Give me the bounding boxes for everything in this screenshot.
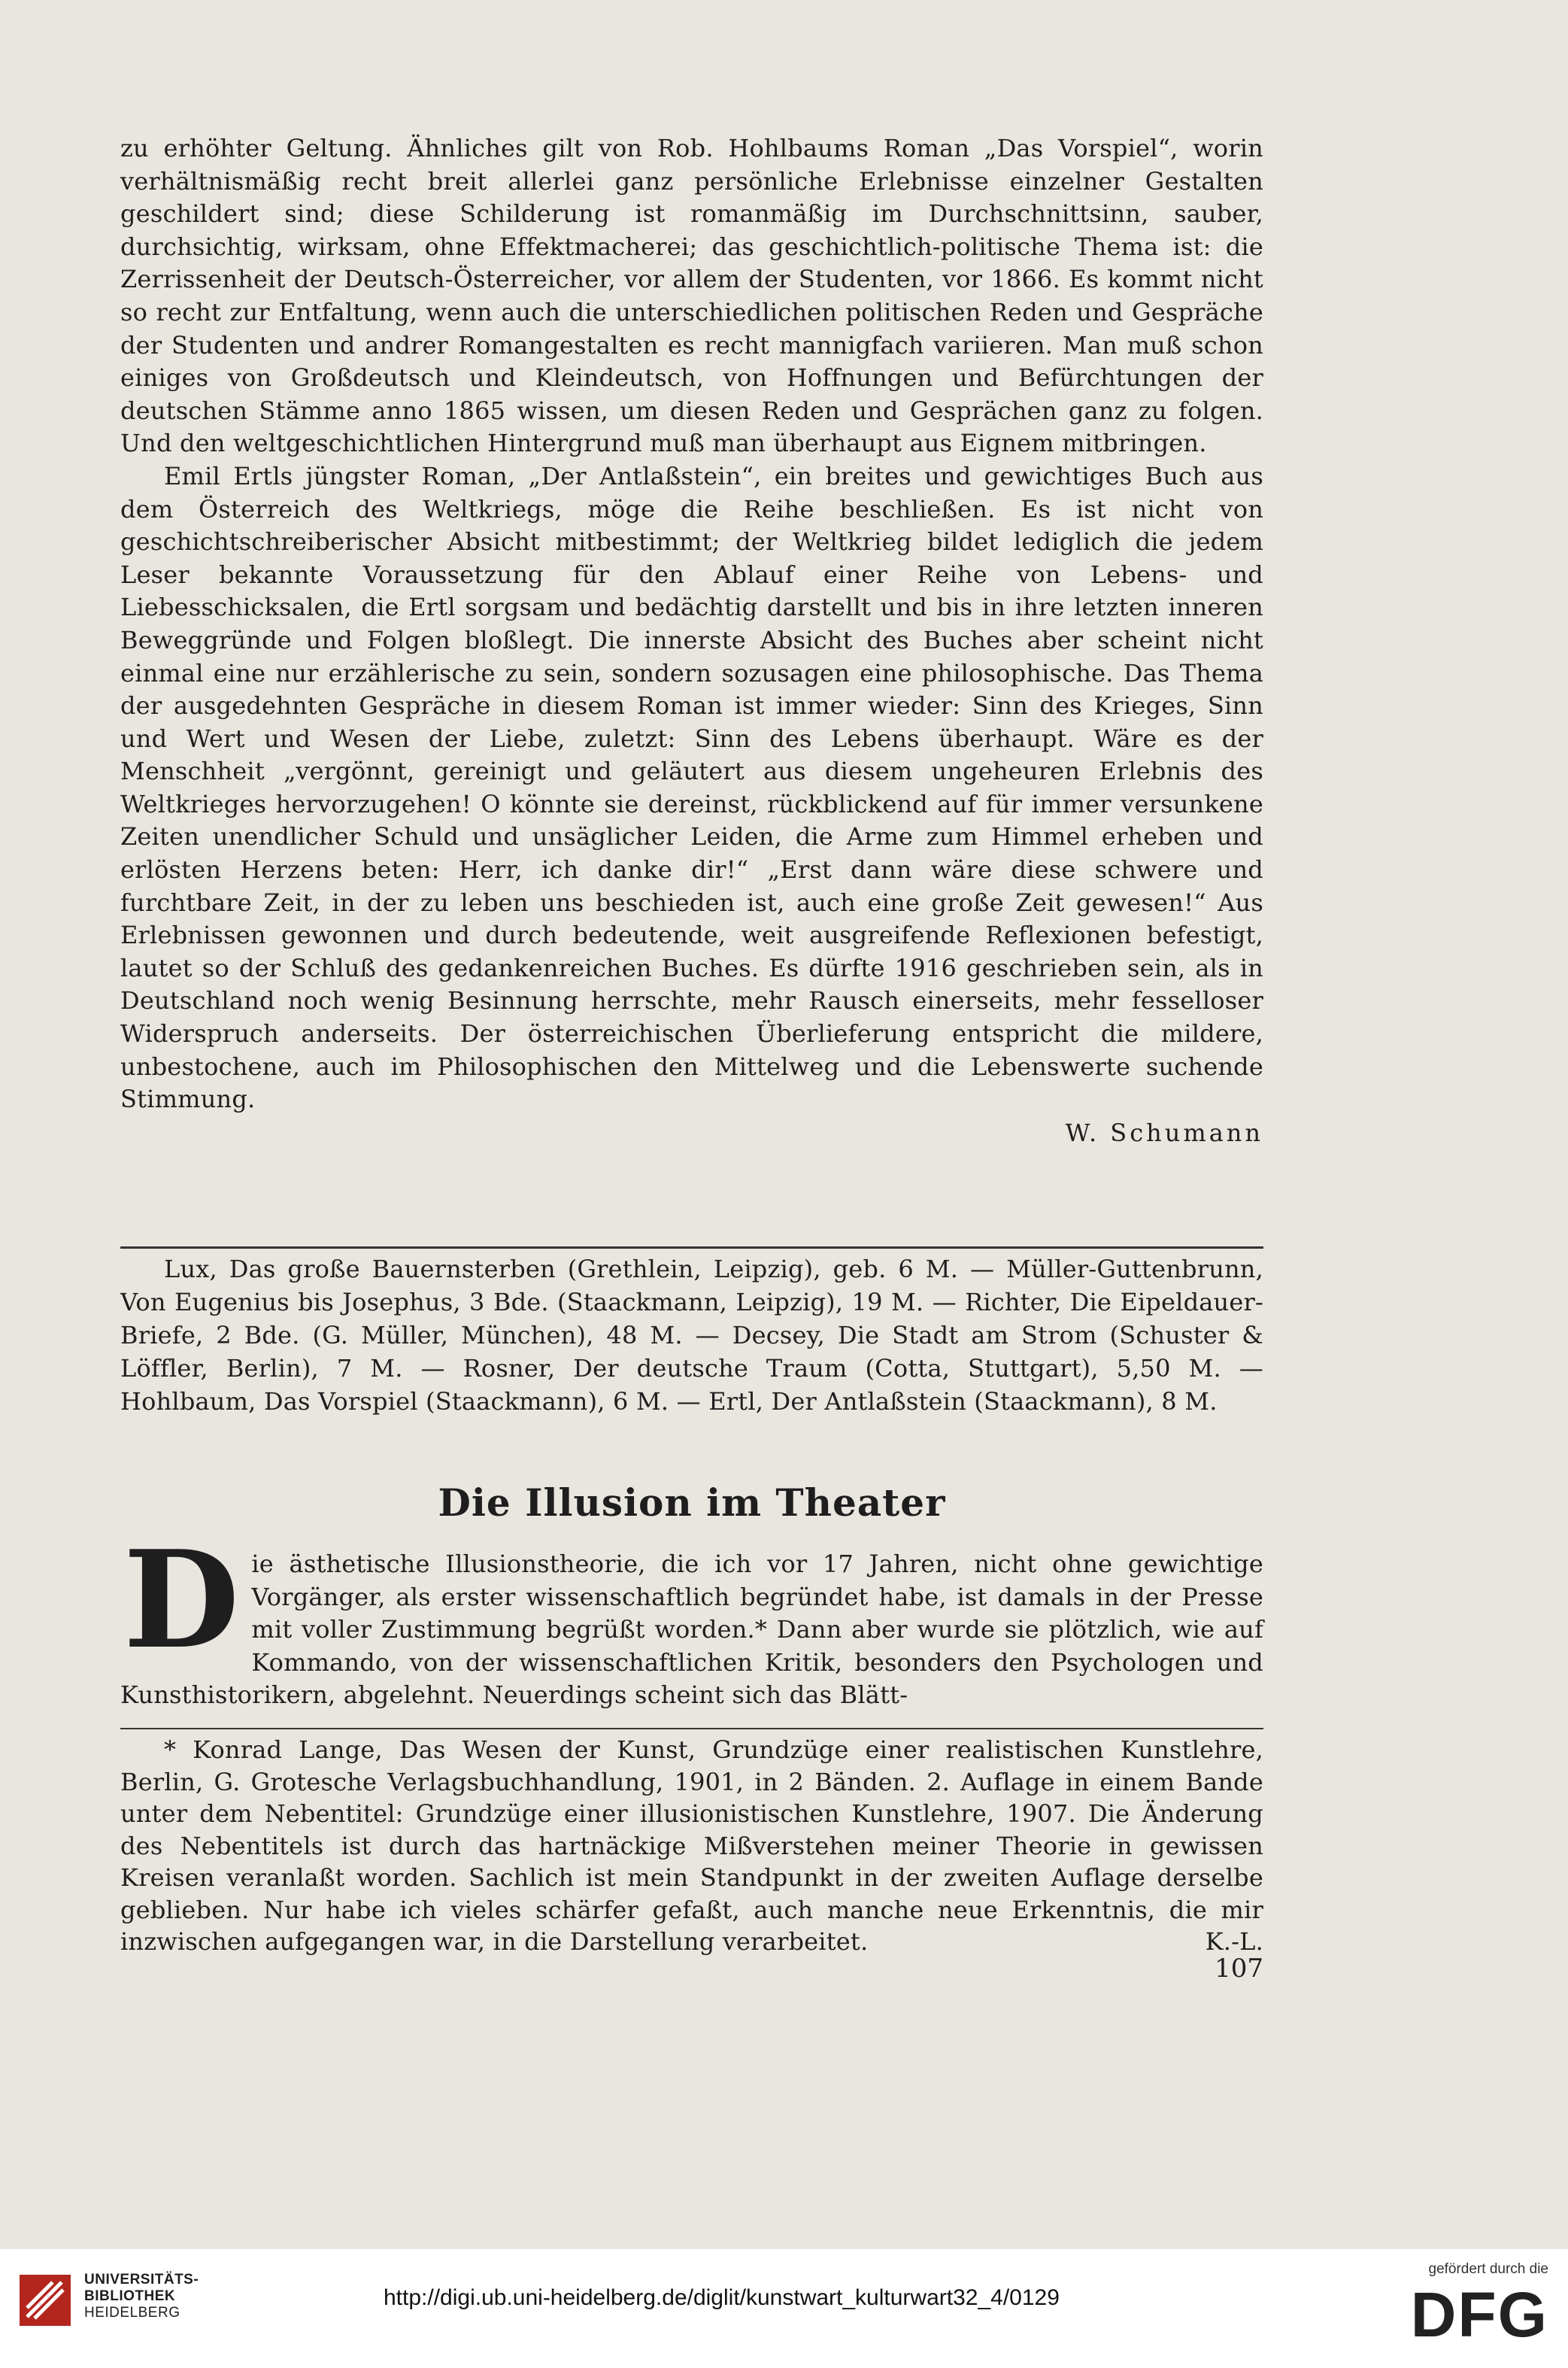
footnote-signature: K.-L. xyxy=(1205,1927,1263,1956)
footnote xyxy=(120,1734,1263,1958)
page-number: 107 xyxy=(1215,1954,1263,1984)
library-line-2: BIBLIOTHEK xyxy=(84,2288,176,2304)
paragraph-hohlbaum: zu erhöhter Geltung. Ähnliches gilt von Rob. Hohlbaums Roman „Das Vorspiel“, worin verhältnismäßig recht breit allerlei ganz persönliche Erlebnisse einzelner Gestalten geschildert sind; diese Schilderung ist romanmäßig im Durchschnittsinn, sauber, durchsichtig, wirksam, ohne Effektmacherei; das geschichtlich-politische Thema ist: die Zerrissenheit der Deutsch-Österreicher, vor allem der Studenten, vor 1866. Es kommt nicht so recht zur Entfaltung, wenn auch die unterschiedlichen politischen Reden und Gespräche der Studenten und andrer Romangestalten es recht mannigfach variieren. Man muß schon einiges von Großdeutsch und Kleindeutsch, von Hoffnungen und Befürchtungen der deutschen Stämme anno 1865 wissen, um diesen Reden und Gesprächen ganz zu folgen. Und den weltgeschichtlichen Hintergrund muß man überhaupt aus Eignem mitbringen. xyxy=(120,134,1263,458)
section-divider xyxy=(120,1246,1263,1249)
dfg-logo: DFG xyxy=(1410,2279,1548,2350)
library-name xyxy=(84,2272,199,2321)
signature: W. Schumann xyxy=(1065,1118,1263,1147)
book-list-text: Lux, Das große Bauernsterben (Grethlein, Leipzig), geb. 6 M. — Müller-Guttenbrunn, Von Eugenius bis Josephus, 3 Bde. (Staackmann, Leipzig), 19 M. — Richter, Die Eipeldauer-Briefe, 2 Bde. (G. Müller, München), 48 M. — Decsey, Die Stadt am Strom (Schuster & Löffler, Berlin), 7 M. — Rosner, Der deutsche Traum (Cotta, Stuttgart), 5,50 M. — Hohlbaum, Das Vorspiel (Staackmann), 6 M. — Ertl, Der Antlaßstein (Staackmann), 8 M. xyxy=(120,1255,1263,1416)
drop-cap: D xyxy=(123,1521,240,1678)
footnote-divider xyxy=(120,1728,1263,1729)
university-logo-icon xyxy=(17,2272,74,2329)
footnote-body: * Konrad Lange, Das Wesen der Kunst, Grundzüge einer realistischen Kunstlehre, Berlin, G. Grotesche Verlagsbuchhandlung, 1901, in 2 Bänden. 2. Auflage in einem Bande unter dem Nebentitel: Grundzüge einer illusionistischen Kunstlehre, 1907. Die Änderung des Nebentitels ist durch das hartnäckige Mißverstehen meiner Theorie in gewissen Kreisen veranlaßt worden. Sachlich ist mein Standpunkt in der zweiten Auflage derselbe geblieben. Nur habe ich vieles schärfer gefaßt, auch manche neue Erkenntnis, die mir inzwischen aufgegangen war, in die Darstellung verarbeitet. xyxy=(120,1735,1263,1956)
article-top xyxy=(120,132,1263,1149)
page-url-link[interactable]: http://digi.ub.uni-heidelberg.de/diglit/kunstwart_kulturwart32_4/0129 xyxy=(384,2285,1060,2310)
paragraph-illusion: ie ästhetische Illusionstheorie, die ich vor 17 Jahren, nicht ohne gewichtige Vorgänger, als erster wissenschaftlich begründet habe, ist damals in der Presse mit voller Zustimmung begrüßt worden.* Dann aber wurde sie plötzlich, wie auf Kommando, von der wissenschaftlichen Kritik, besonders den Psychologen und Kunsthistorikern, abgelehnt. Neuerdings scheint sich das Blätt- xyxy=(120,1550,1263,1710)
footer-bar xyxy=(0,2249,1568,2368)
article-illusion xyxy=(120,1521,1263,1712)
paragraph-ertl: Emil Ertls jüngster Roman, „Der Antlaßstein“, ein breites und gewichtiges Buch aus dem Österreich des Weltkriegs, möge die Reihe beschließen. Es ist nicht von geschichtschreiberischer Absicht mitbestimmt; der Weltkrieg bildet lediglich die jedem Leser bekannte Voraussetzung für den Ablauf einer Reihe von Lebens- und Liebesschicksalen, die Ertl sorgsam und bedächtig darstellt und bis in ihre letzten inneren Beweggründe und Folgen bloßlegt. Die innerste Absicht des Buches aber scheint nicht einmal eine nur erzählerische zu sein, sondern sozusagen eine philosophische. Das Thema der ausgedehnten Gespräche in diesem Roman ist immer wieder: Sinn des Krieges, Sinn und Wert und Wesen der Liebe, zuletzt: Sinn des Lebens überhaupt. Wäre es der Menschheit „vergönnt, gereinigt und geläutert aus diesem ungeheuren Erlebnis des Weltkrieges hervorzugehen! O könnte sie dereinst, rückblickend auf für immer versunkene Zeiten unendlicher Schuld und unsäglicher Leiden, die Arme zum Himmel erheben und erlösten Herzens beten: Herr, ich danke dir!“ „Erst dann wäre diese schwere und furchtbare Zeit, in der zu leben uns beschieden ist, auch eine große Zeit gewesen!“ Aus Erlebnissen gewonnen und durch bedeutende, weit ausgreifende Reflexionen befestigt, lautet so der Schluß des gedankenreichen Buches. Es dürfte 1916 geschrieben sein, als in Deutschland noch wenig Besinnung herrschte, mehr Rausch einerseits, mehr fesselloser Widerspruch anderseits. Der österreichischen Überlieferung entspricht die mildere, unbestochene, auch im Philosophischen den Mittelweg und die Lebenswerte suchende Stimmung. xyxy=(120,461,1263,1114)
funded-by-label: gefördert durch die xyxy=(1428,2261,1548,2277)
footnote-text xyxy=(120,1734,1263,1958)
library-line-1: UNIVERSITÄTS- xyxy=(84,2272,199,2288)
library-line-3: HEIDELBERG xyxy=(84,2305,180,2321)
article-heading: Die Illusion im Theater xyxy=(438,1480,946,1525)
book-list xyxy=(120,1252,1263,1418)
